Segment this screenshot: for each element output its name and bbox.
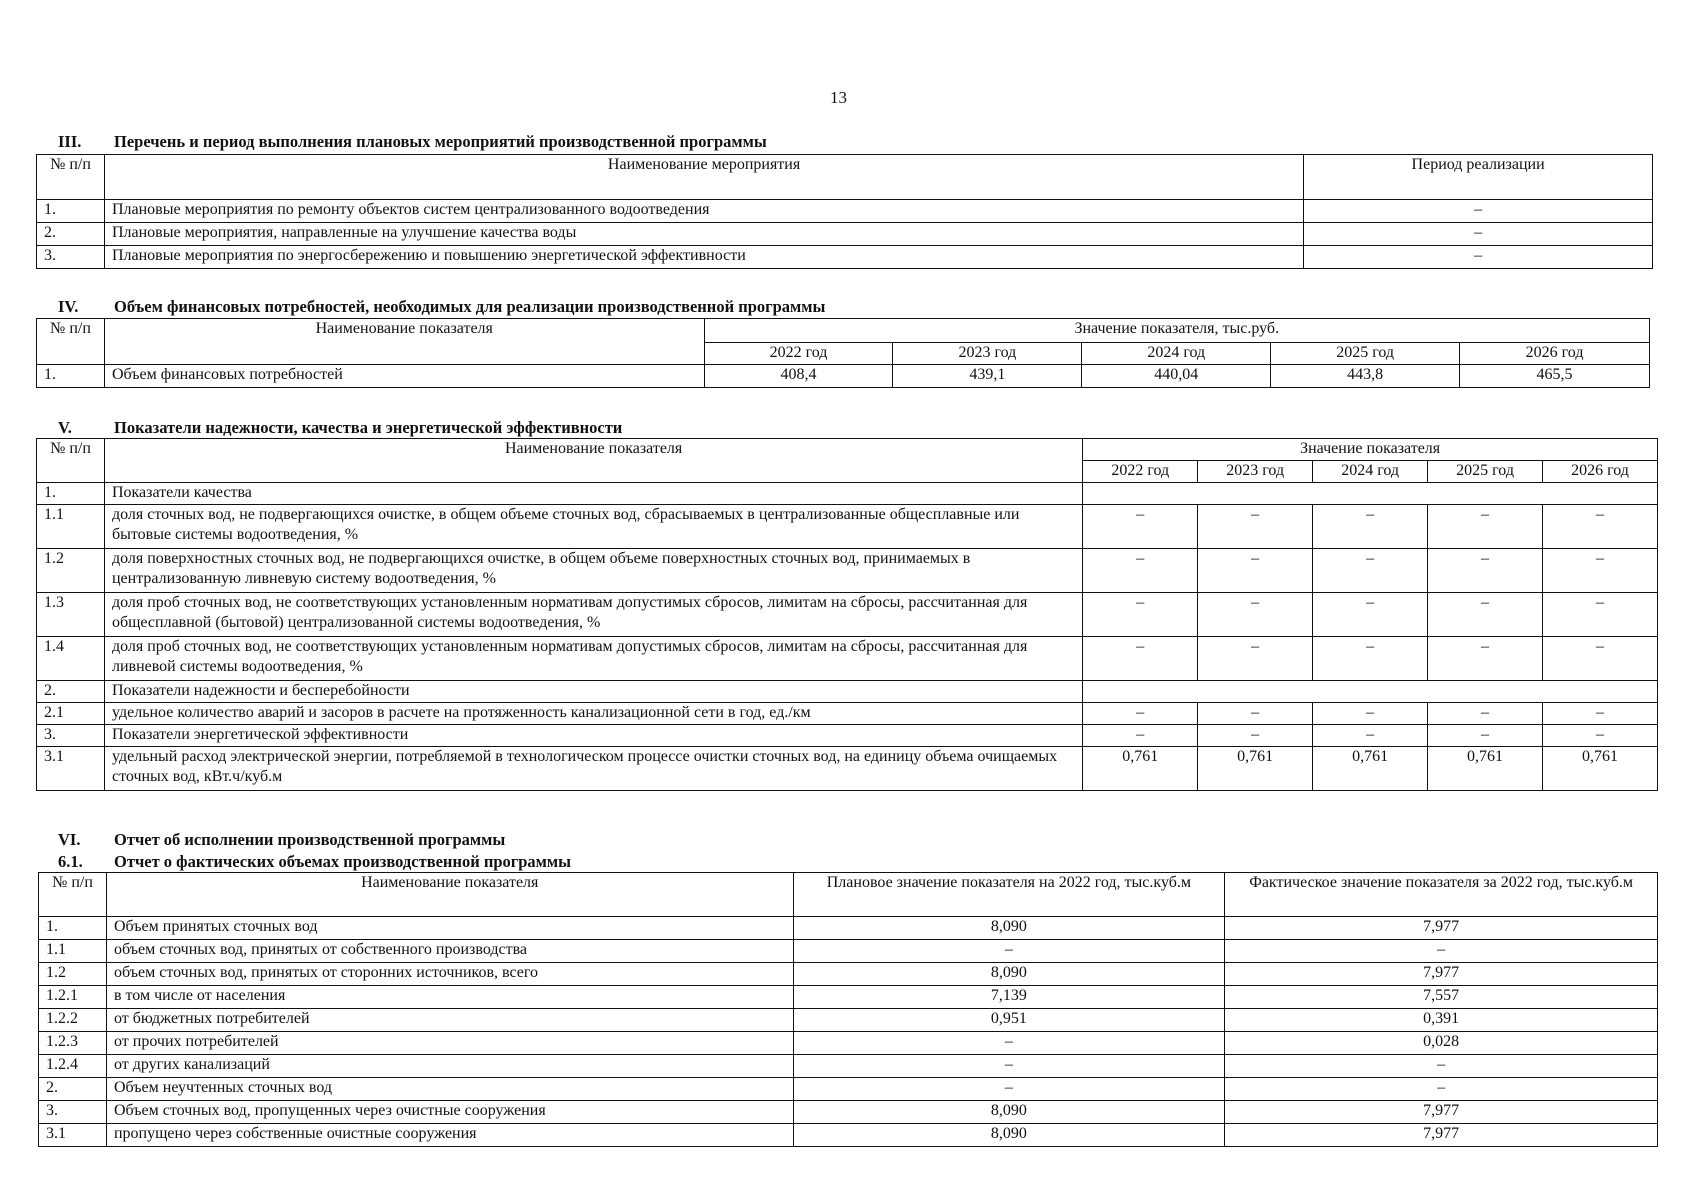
header-num-cont xyxy=(37,343,105,365)
row-name: от бюджетных потребителей xyxy=(106,1009,793,1032)
header-name: Наименование показателя xyxy=(106,873,793,917)
header-year: 2022 год xyxy=(1083,461,1198,483)
header-num: № п/п xyxy=(37,319,105,343)
row-num: 1.2 xyxy=(39,963,107,986)
table-row xyxy=(37,637,1658,681)
row-empty xyxy=(1083,483,1658,505)
row-value: – xyxy=(1313,549,1428,593)
row-name: пропущено через собственные очистные сооружения xyxy=(106,1124,793,1147)
section-6-table xyxy=(38,872,1658,1147)
row-value: – xyxy=(1543,637,1658,681)
header-num: № п/п xyxy=(37,439,105,461)
table-row xyxy=(37,365,1650,388)
row-value: – xyxy=(1083,637,1198,681)
row-value: 0,761 xyxy=(1198,747,1313,791)
row-name: объем сточных вод, принятых от сторонних источников, всего xyxy=(106,963,793,986)
row-value: – xyxy=(1313,593,1428,637)
row-num: 1.2.3 xyxy=(39,1032,107,1055)
row-value: 439,1 xyxy=(893,365,1082,388)
row-num: 1.1 xyxy=(39,940,107,963)
row-value: 440,04 xyxy=(1082,365,1271,388)
section-6-title xyxy=(58,830,505,850)
table-row xyxy=(37,200,1653,223)
row-value: – xyxy=(1543,593,1658,637)
row-name: Объем принятых сточных вод xyxy=(106,917,793,940)
header-name: Наименование показателя xyxy=(104,319,704,343)
table-row xyxy=(37,725,1658,747)
row-value: – xyxy=(1198,725,1313,747)
row-value: – xyxy=(1428,549,1543,593)
row-name: доля проб сточных вод, не соответствующих установленным нормативам допустимых сбросов, лимитам на сбросы, рассчитанная для ливневой системы водоотведения, % xyxy=(104,637,1082,681)
row-num: 1.2.2 xyxy=(39,1009,107,1032)
row-value: – xyxy=(1198,549,1313,593)
table-row xyxy=(39,1055,1658,1078)
header-name-cont xyxy=(104,461,1082,483)
row-num: 3.1 xyxy=(37,747,105,791)
row-name: Плановые мероприятия по ремонту объектов систем централизованного водоотведения xyxy=(104,200,1303,223)
row-value: – xyxy=(1428,637,1543,681)
row-value: – xyxy=(1313,505,1428,549)
row-value: – xyxy=(1198,637,1313,681)
header-num-cont xyxy=(37,461,105,483)
header-year: 2026 год xyxy=(1460,343,1650,365)
table-row xyxy=(39,1101,1658,1124)
row-fact: 7,977 xyxy=(1225,917,1658,940)
section-5-heading: Показатели надежности, качества и энергетической эффективности xyxy=(114,418,623,437)
header-value-group: Значение показателя, тыс.руб. xyxy=(704,319,1649,343)
row-value: – xyxy=(1083,505,1198,549)
row-fact: 7,977 xyxy=(1225,963,1658,986)
table-row xyxy=(39,1009,1658,1032)
table-row xyxy=(37,681,1658,703)
row-num: 3.1 xyxy=(39,1124,107,1147)
row-value: – xyxy=(1543,703,1658,725)
table-row xyxy=(39,1124,1658,1147)
row-value: – xyxy=(1083,703,1198,725)
row-name: Плановые мероприятия, направленные на улучшение качества воды xyxy=(104,223,1303,246)
row-period: – xyxy=(1304,246,1653,269)
table-row xyxy=(39,1078,1658,1101)
row-num: 1. xyxy=(37,483,105,505)
table-header-row xyxy=(37,343,1650,365)
section-4-title xyxy=(58,297,825,317)
table-row xyxy=(39,1032,1658,1055)
row-name: доля сточных вод, не подвергающихся очистке, в общем объеме сточных вод, сбрасываемых в централизованные общесплавные или бытовые системы водоотведения, % xyxy=(104,505,1082,549)
row-value: – xyxy=(1198,593,1313,637)
row-plan: 8,090 xyxy=(793,963,1225,986)
row-empty xyxy=(1083,681,1658,703)
row-name: в том числе от населения xyxy=(106,986,793,1009)
row-period: – xyxy=(1304,223,1653,246)
row-num: 1.2 xyxy=(37,549,105,593)
row-fact: 7,977 xyxy=(1225,1124,1658,1147)
row-name: Объем неучтенных сточных вод xyxy=(106,1078,793,1101)
row-period: – xyxy=(1304,200,1653,223)
row-value: – xyxy=(1083,549,1198,593)
row-value: 0,761 xyxy=(1313,747,1428,791)
row-name: удельный расход электрической энергии, потребляемой в технологическом процессе очистки сточных вод, на единицу объема очищаемых сточных вод, кВт.ч/куб.м xyxy=(104,747,1082,791)
row-num: 3. xyxy=(39,1101,107,1124)
row-fact: – xyxy=(1225,1078,1658,1101)
header-value-group: Значение показателя xyxy=(1083,439,1658,461)
header-year: 2023 год xyxy=(1198,461,1313,483)
header-plan: Плановое значение показателя на 2022 год, тыс.куб.м xyxy=(793,873,1225,917)
table-header-row xyxy=(37,461,1658,483)
row-name: объем сточных вод, принятых от собственного производства xyxy=(106,940,793,963)
header-name: Наименование мероприятия xyxy=(104,155,1303,200)
table-row xyxy=(37,747,1658,791)
row-num: 2.1 xyxy=(37,703,105,725)
row-num: 3. xyxy=(37,725,105,747)
row-fact: – xyxy=(1225,1055,1658,1078)
table-row xyxy=(39,986,1658,1009)
row-value: 408,4 xyxy=(704,365,893,388)
section-6-1-heading: Отчет о фактических объемах производственной программы xyxy=(114,852,572,871)
table-row xyxy=(39,917,1658,940)
section-5-number: V. xyxy=(58,418,72,437)
row-value: 0,761 xyxy=(1083,747,1198,791)
row-plan: 8,090 xyxy=(793,917,1225,940)
row-name: доля поверхностных сточных вод, не подвергающихся очистке, в общем объеме поверхностных сточных вод, принимаемых в централизованную ливневую систему водоотведения, % xyxy=(104,549,1082,593)
row-name: Показатели надежности и бесперебойности xyxy=(104,681,1082,703)
row-value: – xyxy=(1428,725,1543,747)
header-year: 2024 год xyxy=(1313,461,1428,483)
row-num: 1. xyxy=(37,200,105,223)
row-plan: 7,139 xyxy=(793,986,1225,1009)
section-3-title xyxy=(58,132,767,152)
header-year: 2025 год xyxy=(1271,343,1460,365)
header-num: № п/п xyxy=(39,873,107,917)
header-fact: Фактическое значение показателя за 2022 год, тыс.куб.м xyxy=(1225,873,1658,917)
section-5-table xyxy=(36,438,1658,791)
section-3-number: III. xyxy=(58,132,82,151)
row-value: – xyxy=(1543,505,1658,549)
section-4-number: IV. xyxy=(58,297,79,316)
header-year: 2026 год xyxy=(1543,461,1658,483)
row-value: – xyxy=(1198,505,1313,549)
row-fact: 0,391 xyxy=(1225,1009,1658,1032)
row-fact: 0,028 xyxy=(1225,1032,1658,1055)
row-value: 0,761 xyxy=(1543,747,1658,791)
section-6-heading: Отчет об исполнении производственной программы xyxy=(114,830,506,849)
row-num: 2. xyxy=(37,681,105,703)
table-header-row xyxy=(39,873,1658,917)
row-name: Показатели энергетической эффективности xyxy=(104,725,1082,747)
row-num: 1.2.4 xyxy=(39,1055,107,1078)
header-year: 2024 год xyxy=(1082,343,1271,365)
row-num: 1.4 xyxy=(37,637,105,681)
table-row xyxy=(37,246,1653,269)
row-plan: – xyxy=(793,940,1225,963)
row-num: 3. xyxy=(37,246,105,269)
row-name: Показатели качества xyxy=(104,483,1082,505)
row-plan: 8,090 xyxy=(793,1101,1225,1124)
row-name: Плановые мероприятия по энергосбережению и повышению энергетической эффективности xyxy=(104,246,1303,269)
table-row xyxy=(37,593,1658,637)
row-value: – xyxy=(1198,703,1313,725)
table-header-row xyxy=(37,439,1658,461)
row-plan: 0,951 xyxy=(793,1009,1225,1032)
row-value: – xyxy=(1428,505,1543,549)
row-plan: – xyxy=(793,1055,1225,1078)
row-fact: 7,557 xyxy=(1225,986,1658,1009)
row-value: – xyxy=(1428,593,1543,637)
row-num: 1.3 xyxy=(37,593,105,637)
section-4-heading: Объем финансовых потребностей, необходимых для реализации производственной программы xyxy=(114,297,826,316)
table-header-row xyxy=(37,319,1650,343)
row-value: 465,5 xyxy=(1460,365,1650,388)
header-name-cont xyxy=(104,343,704,365)
section-4-table xyxy=(36,318,1650,388)
header-year: 2022 год xyxy=(704,343,893,365)
row-fact: 7,977 xyxy=(1225,1101,1658,1124)
table-header-row xyxy=(37,155,1653,200)
header-year: 2023 год xyxy=(893,343,1082,365)
row-value: – xyxy=(1313,703,1428,725)
row-name: от других канализаций xyxy=(106,1055,793,1078)
row-num: 2. xyxy=(37,223,105,246)
row-num: 1.2.1 xyxy=(39,986,107,1009)
row-name: доля проб сточных вод, не соответствующих установленным нормативам допустимых сбросов, лимитам на сбросы, рассчитанная для общесплавной (бытовой) централизованной системы водоотведения, % xyxy=(104,593,1082,637)
row-plan: – xyxy=(793,1032,1225,1055)
row-plan: 8,090 xyxy=(793,1124,1225,1147)
row-value: – xyxy=(1543,725,1658,747)
section-5-title xyxy=(58,418,622,438)
row-value: – xyxy=(1313,637,1428,681)
row-num: 2. xyxy=(39,1078,107,1101)
row-value: 0,761 xyxy=(1428,747,1543,791)
row-name: Объем сточных вод, пропущенных через очистные сооружения xyxy=(106,1101,793,1124)
section-6-1-number: 6.1. xyxy=(58,852,83,871)
header-period: Период реализации xyxy=(1304,155,1653,200)
section-6-number: VI. xyxy=(58,830,81,849)
table-row xyxy=(39,963,1658,986)
row-num: 1.1 xyxy=(37,505,105,549)
header-num: № п/п xyxy=(37,155,105,200)
row-value: – xyxy=(1313,725,1428,747)
table-row xyxy=(39,940,1658,963)
section-3-table xyxy=(36,154,1653,269)
header-name: Наименование показателя xyxy=(104,439,1082,461)
row-value: – xyxy=(1543,549,1658,593)
row-value: – xyxy=(1083,593,1198,637)
table-row xyxy=(37,223,1653,246)
header-year: 2025 год xyxy=(1428,461,1543,483)
row-name: Объем финансовых потребностей xyxy=(104,365,704,388)
row-num: 1. xyxy=(37,365,105,388)
page-number: 13 xyxy=(830,88,847,107)
section-3-heading: Перечень и период выполнения плановых мероприятий производственной программы xyxy=(114,132,767,151)
table-row xyxy=(37,703,1658,725)
row-plan: – xyxy=(793,1078,1225,1101)
table-row xyxy=(37,483,1658,505)
row-name: от прочих потребителей xyxy=(106,1032,793,1055)
row-fact: – xyxy=(1225,940,1658,963)
table-row xyxy=(37,549,1658,593)
row-value: 443,8 xyxy=(1271,365,1460,388)
row-name: удельное количество аварий и засоров в расчете на протяженность канализационной сети в год, ед./км xyxy=(104,703,1082,725)
row-value: – xyxy=(1083,725,1198,747)
row-num: 1. xyxy=(39,917,107,940)
section-6-1-title xyxy=(58,852,571,872)
table-row xyxy=(37,505,1658,549)
row-value: – xyxy=(1428,703,1543,725)
